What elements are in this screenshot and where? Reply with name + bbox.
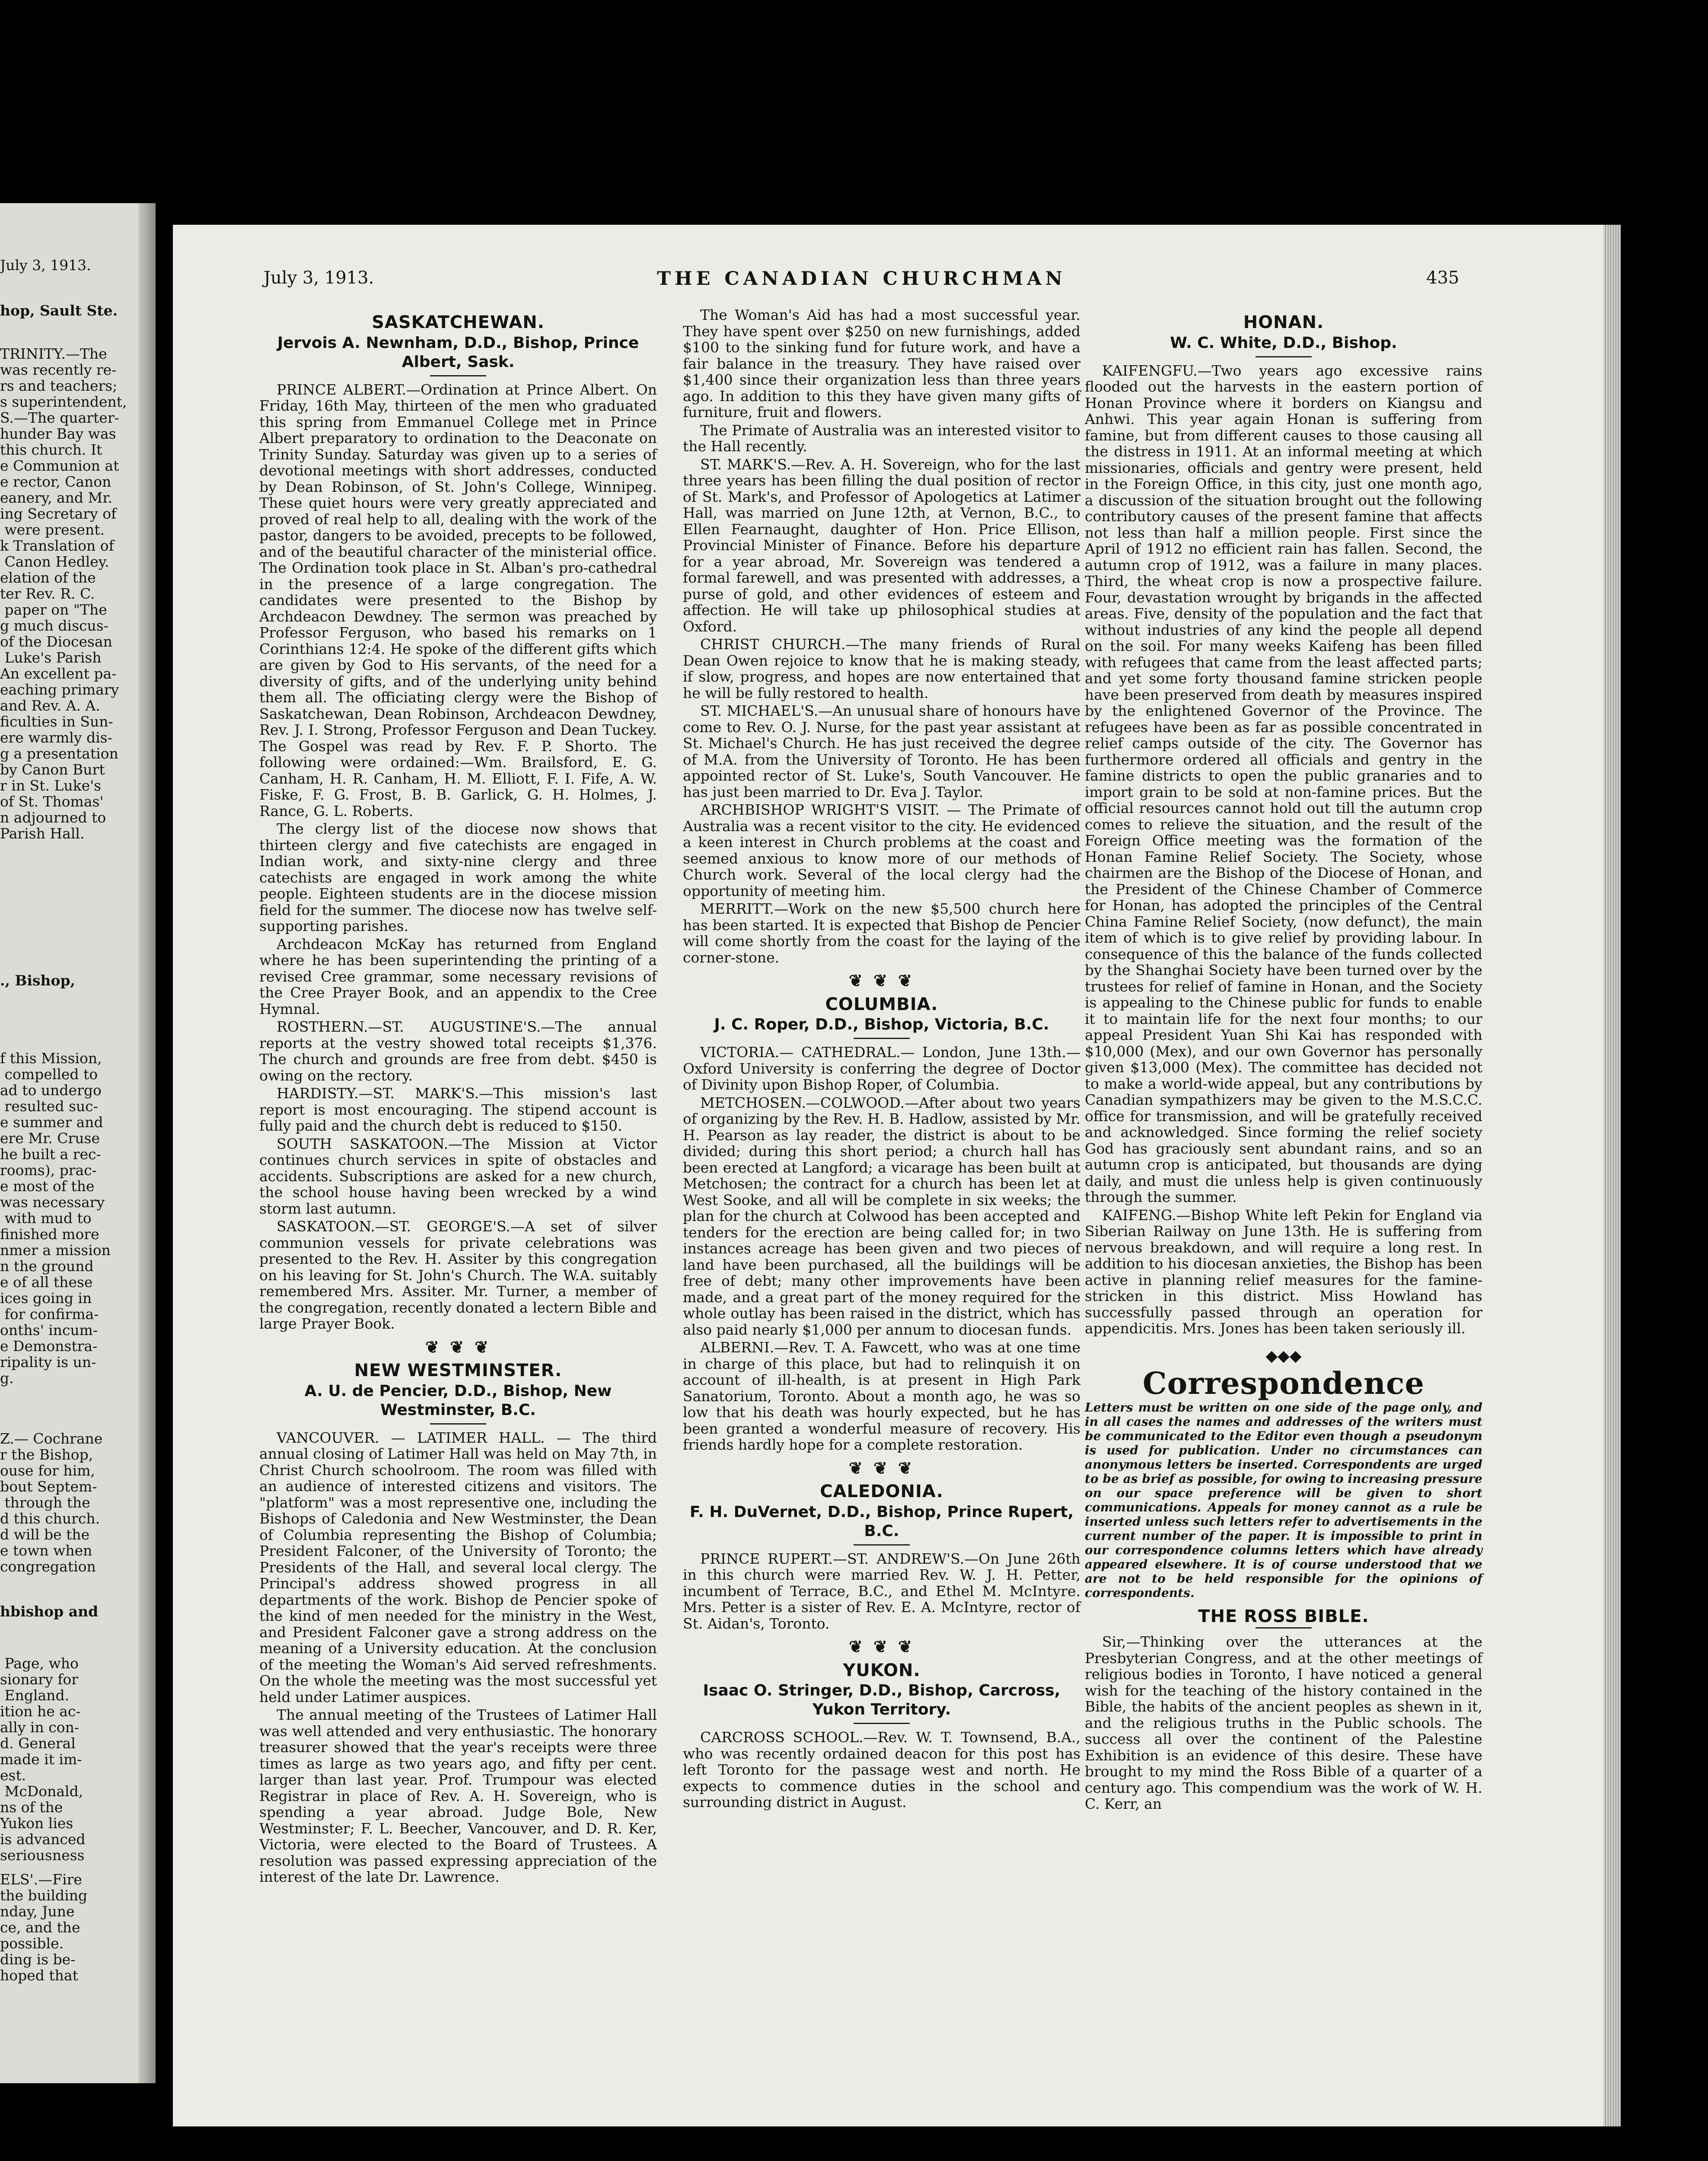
column-2 (683, 307, 1080, 1812)
editorial-note: Letters must be written on one side of the page only, and in all cases the names and addresses of the writers must be communicated to the Editor even though a pseudonym is used for publication. Under no circumstances can anonymous letters be inserted. Correspondents are urged to be as brief as possible, for owing to increasing pressure on our space preference will be given to short communications. Appeals for money cannot as a rule be inserted unless such letters refer to advertisements in the current number of the paper. It is impossible to print in our correspondence columns letters which have already appeared elsewhere. It is of course understood that we are not to be held responsible for the opinions of correspondents. (1085, 1400, 1482, 1600)
paragraph: MERRITT.—Work on the new $5,500 church here has been started. It is expected that Bishop de Pencier will come shortly from the coast for the laying of the corner-stone. (683, 900, 1080, 966)
left-page-date: July 3, 1913. (0, 257, 91, 274)
paragraph: METCHOSEN.—COLWOOD.—After about two years of organizing by the Rev. H. B. Hadlow, assisted by Mr. H. Pearson as lay reader, the district is about to be divided; during this short period; a church hall has been erected at Langford; a vicarage has been built at Metchosen; the contract for a church has been let at West Sooke, and all will be complete in six weeks; the plan for the church at Colwood has been accepted and tenders for the erection are being called for; in two instances acreage has been given and two pieces of land have been purchased, all the buildings will be free of debt; many other improvements have been made, and a great part of the money required for the whole outlay has been raised in the district, which has also paid nearly $1,000 per annum to diocesan funds. (683, 1094, 1080, 1338)
column-3 (1085, 307, 1482, 1814)
section-heading-columbia: COLUMBIA. (825, 994, 938, 1014)
ornament-icon: ❦ ❦ ❦ (849, 1458, 915, 1478)
paragraph: The annual meeting of the Trustees of Latimer Hall was well attended and very enthusiastic. The honorary treasurer showed that the year's receipts were three times as large as two years ago, and fifty per cent. larger than last year. Prof. Trumpour was elected Registrar in place of Rev. A. H. Sovereign, who is spending a year abroad. Judge Bole, New Westminster; F. L. Beecher, Vancouver, and D. R. Ker, Victoria, were elected to the Board of Trustees. A resolution was passed expressing appreciation of the interest of the late Dr. Lawrence. (259, 1706, 657, 1885)
rule (430, 1423, 486, 1425)
paragraph: VICTORIA.— CATHEDRAL.— London, June 13th.—Oxford University is conferring the degree of Doctor of Divinity upon Bishop Roper, of Columbia. (683, 1044, 1080, 1093)
left-page-fragment: Page, who sionary for England. ition he ac- ally in con- d. General made it im- est. McDonald, ns of the Yukon lies is advanced seriousness (0, 1655, 86, 1864)
bishop-line: Jervois A. Newnham, D.D., Bishop, Prince Albert, Sask. (277, 334, 639, 371)
left-page-fragment: Z.— Cochrane r the Bishop, ouse for him, bout Septem- through the d this church. d will be the e town when congregation (0, 1430, 103, 1575)
paragraph: The Primate of Australia was an interested visitor to the Hall recently. (683, 421, 1080, 455)
paragraph: ARCHBISHOP WRIGHT'S VISIT. — The Primate of Australia was a recent visitor to the city. He evidenced a keen interest in Church problems at the coast and seemed anxious to know more of our methods of Church work. Several of the local clergy had the opportunity of meeting him. (683, 801, 1080, 899)
page-edge (1603, 225, 1621, 2126)
bishop-line: F. H. DuVernet, D.D., Bishop, Prince Rupert, B.C. (689, 1503, 1074, 1540)
paragraph: KAIFENG.—Bishop White left Pekin for England via Siberian Railway on June 13th. He is suffering from nervous breakdown, and will require a long rest. In addition to his diocesan anxieties, the Bishop has been active in planning relief measures for the famine-stricken in this district. Miss Howland has successfully passed through an operation for appendicitis. Mrs. Jones has been taken seriously ill. (1085, 1206, 1482, 1337)
section-heading-ross-bible: THE ROSS BIBLE. (1198, 1606, 1369, 1626)
rule (854, 1544, 910, 1546)
bishop-line: Isaac O. Stringer, D.D., Bishop, Carcross, Yukon Territory. (703, 1682, 1061, 1718)
column-1 (259, 307, 657, 1887)
header-title: THE CANADIAN CHURCHMAN (657, 268, 1066, 290)
left-page-fragment: ., Bishop, (0, 972, 76, 989)
left-page-fragment: ELS'.—Fire the building nday, June ce, and the possible. ding is be- hoped that (0, 1871, 88, 1984)
ornament-icon: ❦ ❦ ❦ (849, 971, 915, 990)
left-page-fragment: f this Mission, compelled to ad to undergo resulted suc- e summer and ere Mr. Cruse he built a rec- rooms), prac- e most of the was necessary with mud to finished more nmer a mission n the ground e of all these ices going in for confirma- onths' incum- e Demonstra- ripality is un- g. (0, 1050, 111, 1386)
correspondence-heading: Correspondence (1142, 1365, 1425, 1401)
bishop-line: W. C. White, D.D., Bishop. (1170, 334, 1397, 352)
paragraph: PRINCE RUPERT.—ST. ANDREW'S.—On June 26th in this church were married Rev. W. J. H. Petter, incumbent of Terrace, B.C., and Ethel M. McIntyre. Mrs. Petter is a sister of Rev. E. A. McIntyre, rector of St. Aidan's, Toronto. (683, 1550, 1080, 1632)
paragraph: VANCOUVER. — LATIMER HALL. — The third annual closing of Latimer Hall was held on May 7th, in Christ Church schoolroom. The room was filled with an audience of interested citizens and visitors. The "platform" was a most representive one, including the Bishops of Caledonia and New Westminster, the Dean of Columbia representing the Bishop of Columbia; President Falconer, of the University of Toronto; the Presidents of the Hall, and several local clergy. The Principal's address showed progress in all departments of the work. Bishop de Pencier spoke of the kind of men needed for the ministry in the West, and President Falconer gave a strong address on the meaning of a University education. At the conclusion of the meeting the Woman's Aid served refreshments. On the whole the meeting was the most successful yet held under Latimer auspices. (259, 1429, 657, 1705)
paragraph: SASKATOON.—ST. GEORGE'S.—A set of silver communion vessels for private celebrations was presented to the Rev. H. Assiter by this congregation on his leaving for St. John's Church. The W.A. suitably remembered Mrs. Assiter. Mr. Turner, a member of the congregation, recently donated a lectern Bible and large Prayer Book. (259, 1218, 657, 1332)
section-heading-saskatchewan: SASKATCHEWAN. (372, 312, 545, 332)
section-heading-yukon: YUKON. (843, 1660, 921, 1680)
paragraph: ROSTHERN.—ST. AUGUSTINE'S.—The annual reports at the vestry showed total receipts $1,376. The church and grounds are free from debt. $450 is owing on the rectory. (259, 1018, 657, 1084)
left-page-fragment: hbishop and (0, 1603, 99, 1620)
left-facing-page (0, 203, 156, 2083)
paragraph: CHRIST CHURCH.—The many friends of Rural Dean Owen rejoice to know that he is making steady, if slow, progress, and hopes are now entertained that he will be fully restored to health. (683, 636, 1080, 701)
book-gutter (138, 203, 156, 2083)
rule (430, 375, 486, 376)
page-number: 435 (1426, 268, 1459, 288)
paragraph: HARDISTY.—ST. MARK'S.—This mission's last report is most encouraging. The stipend account is fully paid and the church debt is reduced to $150. (259, 1085, 657, 1134)
paragraph: PRINCE ALBERT.—Ordination at Prince Albert. On Friday, 16th May, thirteen of the men who graduated this spring from Emmanuel College met in Prince Albert preparatory to ordination to the Deaconate on Trinity Sunday. Saturday was given up to a series of devotional meetings with short addresses, conducted by Dean Robinson, of St. John's College, Winnipeg. These quiet hours were very greatly appreciated and proved of real help to all, dealing with the work of the pastor, dangers to be avoided, precepts to be followed, and of the beautiful character of the ministerial office. The Ordination took place in St. Alban's pro-cathedral in the presence of a large congregation. The candidates were presented to the Bishop by Archdeacon Dewdney. The sermon was preached by Professor Ferguson, who based his remarks on 1 Corinthians 12:4. He spoke of the different gifts which are given by God to His servants, of the need for a diversity of gifts, and of the underlying unity behind them all. The officiating clergy were the Bishop of Saskatchewan, Dean Robinson, Archdeacon Dewdney, Rev. J. I. Strong, Professor Ferguson and Dean Tuckey. The Gospel was read by Rev. F. P. Shorto. The following were ordained:—Wm. Brailsford, E. G. Canham, H. R. Canham, H. M. Elliott, F. I. Fife, A. W. Fiske, F. G. Frost, B. B. Garlick, G. H. Holmes, J. Rance, G. L. Roberts. (259, 381, 657, 819)
rule (1256, 1627, 1312, 1629)
paragraph: The clergy list of the diocese now shows that thirteen clergy and five catechists are engaged in Indian work, and sixty-nine clergy and three catechists are engaged in work among the white people. Eighteen students are in the diocese mission field for the summer. The diocese now has twelve self-supporting parishes. (259, 820, 657, 934)
paragraph: SOUTH SASKATOON.—The Mission at Victor continues church services in spite of obstacles and accidents. Subscriptions are asked for a new church, the school house having been wrecked by a wind storm last autumn. (259, 1135, 657, 1217)
paragraph: ST. MICHAEL'S.—An unusual share of honours have come to Rev. O. J. Nurse, for the past year assistant at St. Michael's Church. He has just received the degree of M.A. from the University of Toronto. He has been appointed rector of St. Luke's, South Vancouver. He has just been married to Dr. Eva J. Taylor. (683, 702, 1080, 800)
paragraph: ST. MARK'S.—Rev. A. H. Sovereign, who for the last three years has been filling the dual position of rector of St. Mark's, and Professor of Apologetics at Latimer Hall, was married on June 12th, at Vernon, B.C., to Ellen Fearnaught, daughter of Hon. Price Ellison, Provincial Minister of Finance. Before his departure for a year abroad, Mr. Sovereign was tendered a formal farewell, and was presented with addresses, a purse of gold, and other evidences of esteem and affection. He will take up philosophical studies at Oxford. (683, 456, 1080, 635)
rule (1256, 356, 1312, 357)
section-heading-new-westminster: NEW WESTMINSTER. (354, 1361, 562, 1380)
section-heading-caledonia: CALEDONIA. (820, 1482, 943, 1501)
bishop-line: A. U. de Pencier, D.D., Bishop, New Westminster, B.C. (304, 1382, 612, 1419)
ornament-icon: ❦ ❦ ❦ (849, 1637, 915, 1656)
left-page-fragment: hop, Sault Ste. (0, 302, 118, 319)
left-page-fragment: TRINITY.—The was recently re- rs and teachers; s superintendent, S.—The quarter- hunder Bay was this church. It e Communion at e rector, Canon eanery, and Mr. ing Secretary of were present. k Translation of Canon Hedley. elation of the ter Rev. R. C. paper on "The g much discus- of the Diocesan Luke's Parish An excellent pa- eaching primary and Rev. A. A. ficulties in Sun- ere warmly dis- g a presentation by Canon Burt r in St. Luke's of St. Thomas' n adjourned to Parish Hall. (0, 345, 127, 842)
header-date: July 3, 1913. (264, 268, 374, 288)
rule (854, 1723, 910, 1724)
rule (854, 1038, 910, 1039)
section-heading-honan: HONAN. (1243, 312, 1324, 332)
bishop-line: J. C. Roper, D.D., Bishop, Victoria, B.C. (714, 1016, 1049, 1033)
paragraph: CARCROSS SCHOOL.—Rev. W. T. Townsend, B.A., who was recently ordained deacon for this post has left Toronto for the passage west and north. He expects to commence duties in the school and surrounding district in August. (683, 1729, 1080, 1810)
paragraph: Archdeacon McKay has returned from England where he has been superintending the printing of a revised Cree grammar, some necessary revisions of the Cree Prayer Book, and an appendix to the Cree Hymnal. (259, 935, 657, 1017)
separator-icon: ◆◆◆ (1265, 1347, 1302, 1365)
paragraph: KAIFENGFU.—Two years ago excessive rains flooded out the harvests in the eastern portion of Honan Province where it borders on Kiangsu and Anhwi. This year again Honan is suffering from famine, but from different causes to those causing all the distress in 1911. At an informal meeting at which missionaries, officials and gentry were present, held in the Foreign Office, in this city, just one month ago, a discussion of the situation brought out the following contributory causes of the present famine that affects not less than half a million people. First since the April of 1912 no efficient rain has fallen. Second, the autumn crop of 1912, was a failure in many places. Third, the wheat crop is now a prospective failure. Four, devastation wrought by brigands in the affected areas. Five, density of the population and the fact that without industries of any kind the people all depend on the soil. For many weeks Kaifeng has been filled with refugees that came from the least affected parts; and yet some forty thousand famine stricken people have been preserved from death by measures inspired by the enlightened Governor of the Province. The refugees have been as far as possible concentrated in relief camps outside of the city. The Governor has furthermore ordered all officials and gentry in the famine districts to open the public granaries and to import grain to be sold at non-famine prices. But the official resources cannot hold out till the autumn crop comes to relieve the situation, and the result of the Foreign Office meeting was the formation of the Honan Famine Relief Society. The Society, whose chairmen are the Bishop of the Diocese of Honan, and the President of the Chinese Chamber of Commerce for Honan, has adopted the principles of the Central China Famine Relief Society, (now defunct), the main item of which is to give relief by providing labour. In consequence of this the balance of the funds collected by the Shanghai Society have been turned over by the trustees for relief of famine in Honan, and the Society is appealing to the Chinese public for funds to enable it to maintain life for the next four months; to our appeal President Yuan Shi Kai has responded with $10,000 (Mex), and our own Governor has personally given $13,000 (Mex). The committee has decided not to make a world-wide appeal, but any contributions by Canadian sympathizers may be given to the M.S.C.C. office for transmission, and will be gratefully received and acknowledged. Since forming the relief society God has graciously sent abundant rains, and so an autumn crop is anticipated, but thousands are dying daily, and must die unless help is given continuously through the summer. (1085, 362, 1482, 1205)
paragraph: The Woman's Aid has had a most successful year. They have spent over $250 on new furnishings, added $100 to the sinking fund for future work, and have a fair balance in the treasury. They have raised over $1,400 since their organization less than three years ago. In addition to this they have given many gifts of furniture, fruit and flowers. (683, 306, 1080, 421)
newspaper-page (173, 225, 1603, 2126)
paragraph: Sir,—Thinking over the utterances at the Presbyterian Congress, and at the other meetings of religious bodies in Toronto, I have noticed a general wish for the teaching of the history contained in the Bible, the habits of the ancient peoples as shewn in it, and the religious truths in the Public schools. The success all over the continent of the Palestine Exhibition is an evidence of this desire. These have brought to my mind the Ross Bible of a quarter of a century ago. This compendium was the work of W. H. C. Kerr, an (1085, 1633, 1482, 1812)
ornament-icon: ❦ ❦ ❦ (425, 1337, 491, 1357)
paragraph: ALBERNI.—Rev. T. A. Fawcett, who was at one time in charge of this place, but had to relinquish it on account of ill-health, is at present in High Park Sanatorium, Toronto. About a month ago, he was so low that his death was hourly expected, but he has been granted a wonderful measure of recovery. His friends hardly hope for a complete restoration. (683, 1339, 1080, 1453)
